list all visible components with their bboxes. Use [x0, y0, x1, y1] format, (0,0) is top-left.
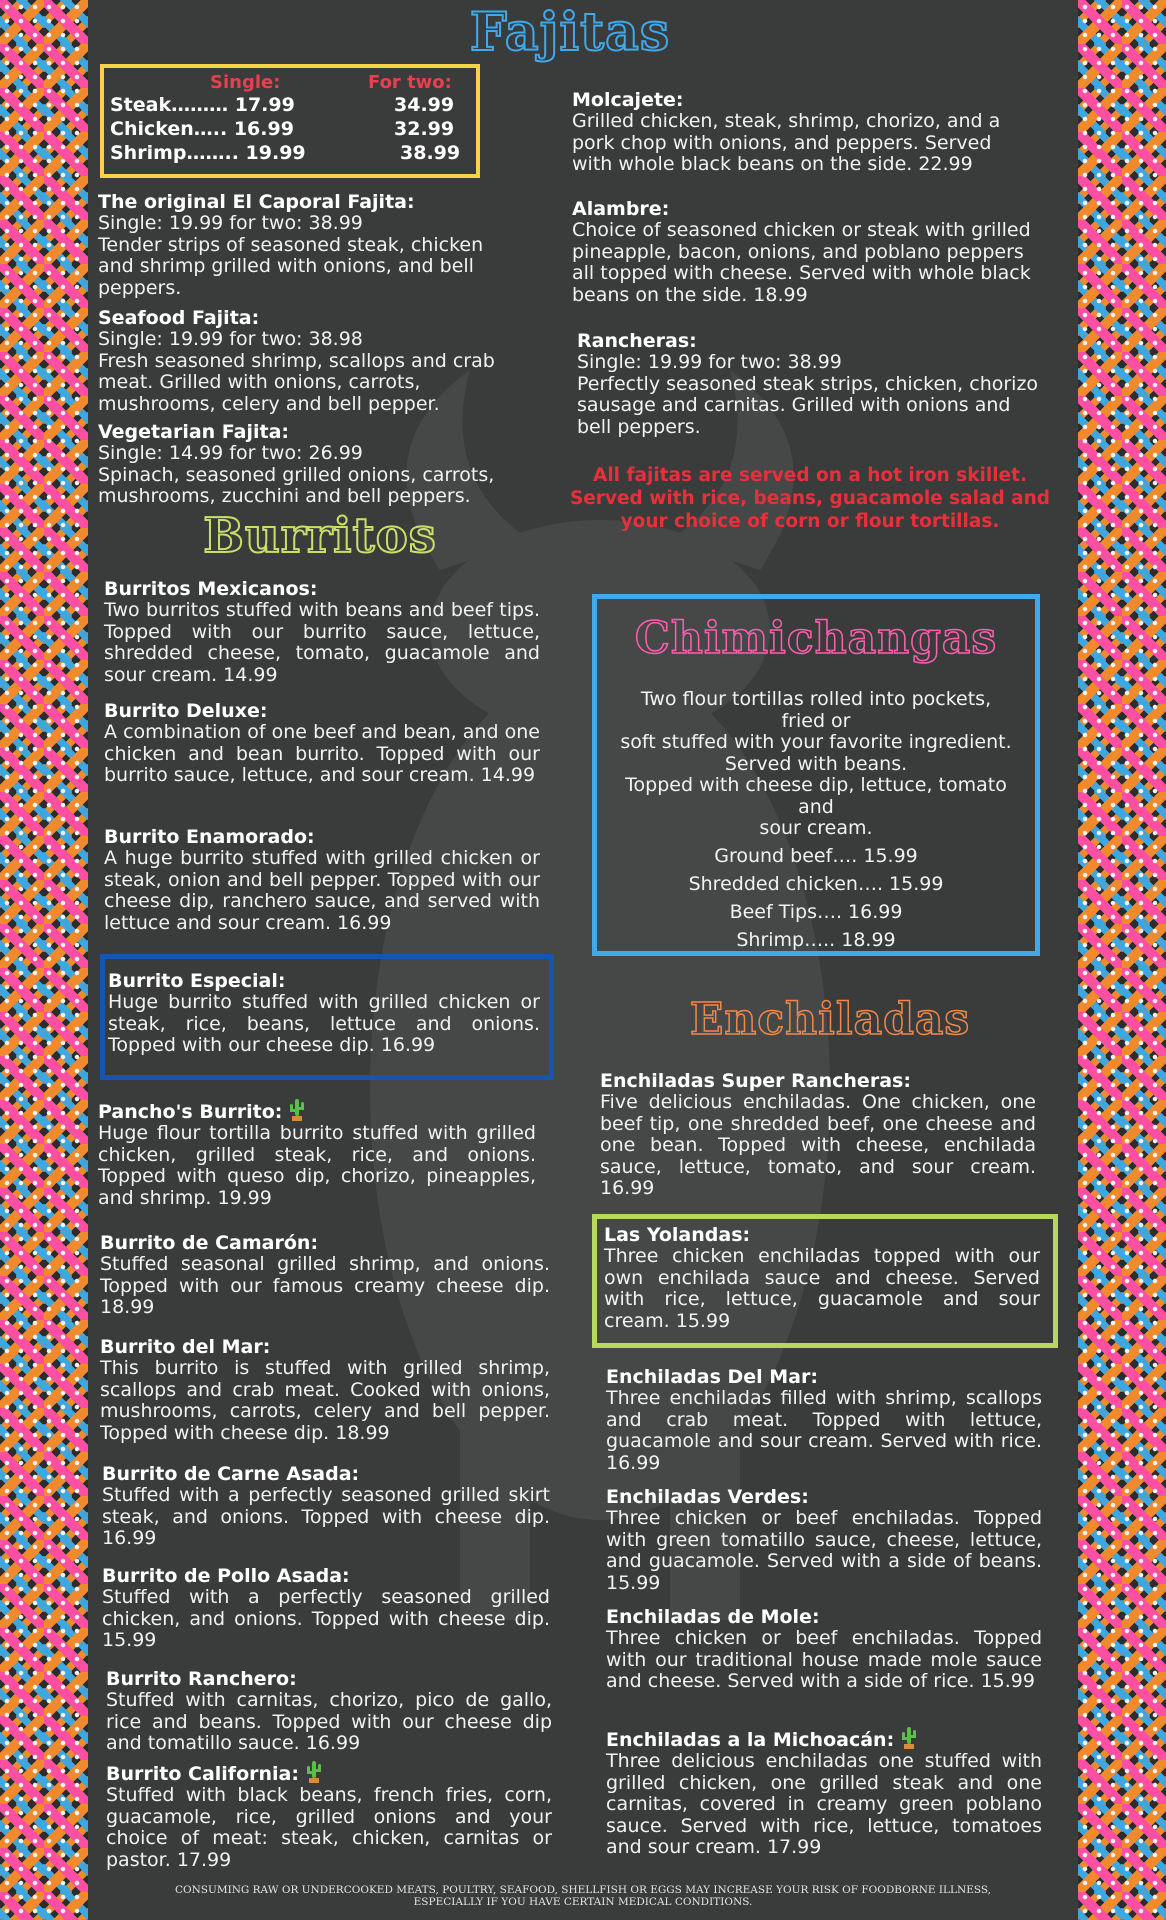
cactus-icon — [900, 1726, 918, 1750]
enchiladas-de-mole — [606, 1606, 1042, 1693]
burrito-enamorado — [104, 826, 540, 934]
item-title: Burrito California: — [106, 1763, 299, 1785]
item-body: Stuffed with a perfectly seasoned grilled skirt steak, and onions. Topped with cheese dip. 16.99 — [102, 1484, 550, 1549]
description-line: Two flour tortillas rolled into pockets, — [640, 688, 992, 710]
fajita-original — [98, 191, 538, 299]
item-title: Burrito de Camarón: — [100, 1232, 319, 1254]
price-row-for-two: 34.99 — [394, 94, 455, 116]
item-title: The original El Caporal Fajita: — [98, 191, 415, 213]
item-line: Single: 19.99 for two: 38.99 — [98, 212, 363, 234]
item-title: Las Yolandas: — [604, 1224, 751, 1246]
price-line: Shredded chicken…. 15.99 — [688, 873, 944, 895]
item-title: Burritos Mexicanos: — [104, 578, 318, 600]
item-title: Enchiladas Verdes: — [606, 1486, 809, 1508]
item-title: Molcajete: — [572, 89, 684, 111]
item-title: Burrito Enamorado: — [104, 826, 315, 848]
disclaimer-line: CONSUMING RAW OR UNDERCOOKED MEATS, POULTRY, SEAFOOD, SHELLFISH OR EGGS MAY INCREASE YOUR RISK OF FOODBORNE ILLNESS, — [174, 1884, 992, 1896]
price-line: Shrimp….. 18.99 — [736, 929, 896, 951]
fajita-price-table — [100, 64, 480, 178]
notice-line: Served with rice, beans, guacamole salad and — [569, 488, 1051, 509]
item-body: Three enchiladas filled with shrimp, scallops and crab meat. Topped with lettuce, guacamole and sour cream. Served with rice. 16.99 — [606, 1387, 1042, 1474]
cactus-icon — [288, 1098, 306, 1122]
burrito-california — [106, 1760, 552, 1871]
item-body: Stuffed with carnitas, chorizo, pico de gallo, rice and beans. Topped with our cheese dip and tomatillo sauce. 16.99 — [106, 1689, 552, 1754]
item-line: Single: 19.99 for two: 38.99 — [577, 351, 842, 373]
item-body: A combination of one beef and bean, and one chicken and bean burrito. Topped with our burrito sauce, lettuce, and sour cream. 14.99 — [104, 721, 540, 786]
item-line: Fresh seasoned shrimp, scallops and crab — [98, 349, 495, 372]
cactus-icon — [305, 1760, 323, 1784]
item-line: mushrooms, zucchini and bell peppers. — [98, 485, 471, 507]
burrito-especial — [108, 970, 540, 1057]
item-title: Enchiladas Del Mar: — [606, 1366, 818, 1388]
notice-line: All fajitas are served on a hot iron skillet. — [593, 465, 1027, 486]
burritos-heading: Burritos — [203, 508, 437, 564]
enchiladas-super-rancheras — [600, 1070, 1036, 1200]
item-body: Stuffed seasonal grilled shrimp, and onions. Topped with our famous creamy cheese dip. 18.99 — [100, 1253, 550, 1318]
item-title: Pancho's Burrito: — [98, 1101, 283, 1123]
las-yolandas — [604, 1224, 1040, 1332]
item-line: peppers. — [98, 276, 182, 299]
item-title: Seafood Fajita: — [98, 307, 260, 329]
burrito-del-mar — [100, 1336, 550, 1444]
item-body: Three chicken enchiladas topped with our own enchilada sauce and cheese. Served with rice, lettuce, guacamole and sour cream. 15.99 — [604, 1245, 1040, 1332]
fajita-vegetarian — [98, 421, 538, 508]
item-title: Burrito de Pollo Asada: — [102, 1565, 350, 1587]
item-line: beans on the side. 18.99 — [572, 283, 808, 306]
chimichangas-description — [597, 689, 1035, 840]
burrito-ranchero — [106, 1668, 552, 1755]
tribal-border-left — [0, 0, 88, 1920]
item-line: with whole black beans on the side. 22.99 — [572, 153, 973, 175]
item-body: A huge burrito stuffed with grilled chicken or steak, onion and bell pepper. Topped with our cheese dip, ranchero sauce, and served with lettuce and sour cream. 16.99 — [104, 847, 540, 934]
item-title: Rancheras: — [577, 330, 697, 352]
description-line: fried or — [781, 709, 851, 732]
item-body: Three chicken or beef enchiladas. Topped with green tomatillo sauce, cheese, lettuce, and guacamole. Served with a side of beans. 15.99 — [606, 1507, 1042, 1594]
item-line: sausage and carnitas. Grilled with onions and — [577, 394, 1011, 416]
item-body: Huge flour tortilla burrito stuffed with grilled chicken, grilled steak, rice, and onions. Topped with queso dip, chorizo, pineapples, and shrimp. 19.99 — [98, 1122, 536, 1209]
item-body: Stuffed with a perfectly seasoned grilled chicken, and onions. Topped with cheese dip. 15.99 — [102, 1586, 550, 1651]
item-title: Burrito Ranchero: — [106, 1668, 297, 1690]
burrito-carne-asada — [102, 1463, 550, 1550]
burrito-mexicanos — [104, 578, 540, 686]
price-row-label: Chicken….. 16.99 — [110, 118, 294, 140]
item-title: Enchiladas de Mole: — [606, 1606, 820, 1628]
item-line: Single: 19.99 for two: 38.98 — [98, 328, 363, 350]
item-body: Three chicken or beef enchiladas. Topped with our traditional house made mole sauce and cheese. Served with a side of rice. 15.99 — [606, 1627, 1042, 1692]
item-title: Burrito Especial: — [108, 970, 286, 992]
fajita-molcajete — [572, 89, 1072, 176]
item-body: Two burritos stuffed with beans and beef tips. Topped with our burrito sauce, lettuce, shredded cheese, tomato, guacamole and sour cream. 14.99 — [104, 599, 540, 686]
item-body: Huge burrito stuffed with grilled chicken or steak, rice, beans, lettuce and onions. Topped with our cheese dip. 16.99 — [108, 991, 540, 1056]
item-body: Stuffed with black beans, french fries, corn, guacamole, rice, grilled onions and your choice of meat: steak, chicken, carnitas or pastor. 17.99 — [106, 1784, 552, 1871]
item-title-row — [106, 1760, 552, 1785]
item-line: meat. Grilled with onions, carrots, — [98, 371, 421, 393]
fajita-alambre — [572, 198, 1072, 306]
item-title: Burrito del Mar: — [100, 1336, 271, 1358]
price-line: Beef Tips…. 16.99 — [729, 901, 903, 923]
burrito-pollo-asada — [102, 1565, 550, 1652]
price-line: Ground beef…. 15.99 — [714, 845, 918, 867]
item-title-row — [98, 1098, 536, 1123]
item-title: Alambre: — [572, 198, 670, 220]
fajitas-heading: Fajitas — [469, 2, 671, 63]
description-line: Served with beans. — [724, 752, 908, 775]
item-title: Enchiladas Super Rancheras: — [600, 1070, 911, 1092]
burrito-panchos — [98, 1098, 536, 1209]
item-line: all topped with cheese. Served with whole black — [572, 262, 1031, 284]
disclaimer-line: ESPECIALLY IF YOU HAVE CERTAIN MEDICAL CONDITIONS. — [413, 1896, 753, 1908]
item-line: Grilled chicken, steak, shrimp, chorizo, and a — [572, 110, 1001, 132]
tribal-border-right — [1078, 0, 1166, 1920]
chimichangas-box — [592, 594, 1040, 956]
item-line: Single: 14.99 for two: 26.99 — [98, 442, 363, 464]
health-disclaimer — [100, 1884, 1066, 1908]
item-title-row — [606, 1726, 1042, 1751]
price-row-label: Steak……… 17.99 — [110, 94, 295, 116]
item-title: Enchiladas a la Michoacán: — [606, 1729, 895, 1751]
item-line: Perfectly seasoned steak strips, chicken, chorizo — [577, 372, 1039, 395]
item-line: Choice of seasoned chicken or steak with grilled — [572, 219, 1031, 241]
burrito-deluxe — [104, 700, 540, 787]
description-line: sour cream. — [759, 817, 873, 839]
item-line: and shrimp grilled with onions, and bell — [98, 255, 474, 277]
item-body: This burrito is stuffed with grilled shrimp, scallops and crab meat. Cooked with onions, mushrooms, carrots, celery and bell pepper. Topped with cheese dip. 18.99 — [100, 1357, 550, 1444]
enchiladas-heading: Enchiladas — [689, 994, 971, 1045]
fajitas-notice — [560, 464, 1060, 533]
chimichangas-heading: Chimichangas — [634, 613, 998, 664]
notice-line: your choice of corn or flour tortillas. — [620, 511, 1000, 532]
enchiladas-verdes — [606, 1486, 1042, 1594]
item-title: Burrito Deluxe: — [104, 700, 268, 722]
item-line: Tender strips of seasoned steak, chicken — [98, 233, 484, 256]
enchiladas-del-mar — [606, 1366, 1042, 1474]
item-title: Burrito de Carne Asada: — [102, 1463, 360, 1485]
chimichangas-prices — [597, 842, 1035, 954]
burrito-camaron — [100, 1232, 550, 1319]
single-header: Single: — [210, 72, 281, 93]
description-line: Topped with cheese dip, lettuce, tomato — [625, 774, 1007, 796]
item-line: mushrooms, celery and bell pepper. — [98, 392, 440, 415]
price-row-for-two: 32.99 — [394, 118, 455, 140]
item-line: pineapple, bacon, onions, and poblano peppers — [572, 240, 1024, 263]
for-two-header: For two: — [368, 72, 452, 93]
fajita-seafood — [98, 307, 538, 415]
item-body: Five delicious enchiladas. One chicken, one beef tip, one shredded beef, one cheese and one bean. Topped with cheese, enchilada sauce, lettuce, tomato, and sour cream. 16.99 — [600, 1091, 1036, 1199]
item-line: bell peppers. — [577, 415, 701, 438]
description-line: and — [798, 795, 834, 818]
item-body: Three delicious enchiladas one stuffed with grilled chicken, one grilled steak and one carnitas, covered in creamy green poblano sauce. Served with rice, lettuce, tomatoes and sour cream. 17.99 — [606, 1750, 1042, 1858]
price-row-for-two: 38.99 — [400, 142, 461, 164]
item-line: pork chop with onions, and peppers. Served — [572, 131, 992, 154]
price-row-label: Shrimp…….. 19.99 — [110, 142, 306, 164]
fajita-rancheras — [577, 330, 1072, 438]
enchiladas-michoacan — [606, 1726, 1042, 1859]
item-line: Spinach, seasoned grilled onions, carrots, — [98, 463, 495, 486]
description-line: soft stuffed with your favorite ingredient. — [620, 731, 1012, 753]
item-title: Vegetarian Fajita: — [98, 421, 290, 443]
